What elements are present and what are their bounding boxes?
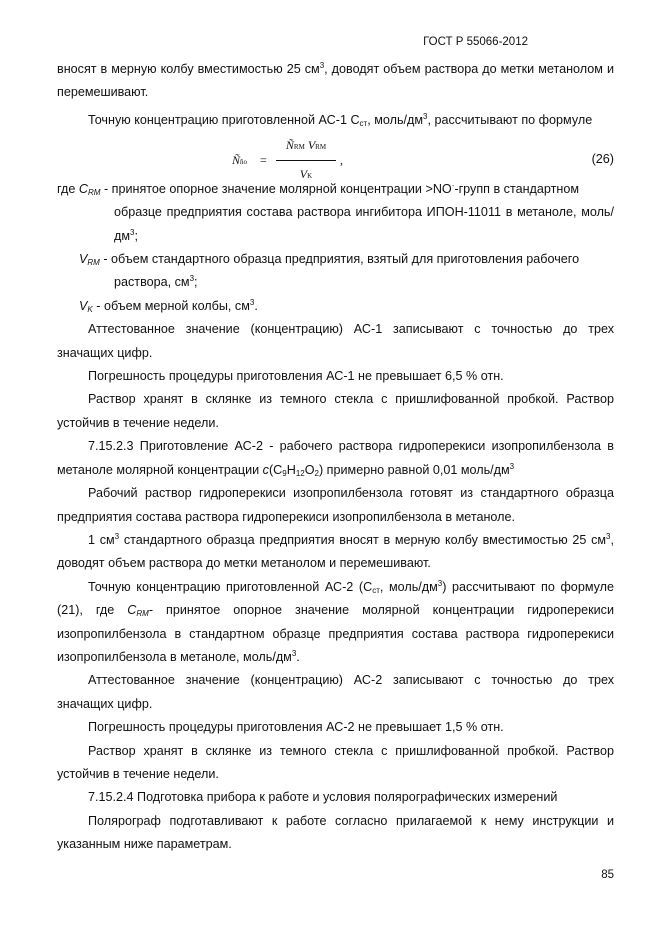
paragraph-9 bbox=[57, 576, 614, 670]
text: . bbox=[296, 649, 300, 664]
subscript: RM bbox=[136, 609, 149, 619]
superscript: 3 bbox=[606, 531, 611, 541]
symbol: V bbox=[299, 167, 308, 182]
text: , моль/дм bbox=[367, 112, 424, 127]
equals-sign: = bbox=[260, 152, 267, 167]
paragraph-10: Аттестованное значение (концентрацию) АС-2 записывают с точностью до трех значащих цифр. bbox=[57, 673, 614, 711]
paragraph-7: Рабочий раствор гидроперекиси изопропилбензола готовят из стандартного образца предприятия состава раствора гидроперекиси изопропилбензола в метаноле. bbox=[57, 486, 614, 524]
subscript: K bbox=[307, 172, 313, 181]
text: , рассчитывают по формуле bbox=[427, 112, 593, 127]
definition-vrm-continuation bbox=[57, 271, 614, 294]
paragraph-5: Раствор хранят в склянке из темного стекла с пришлифованной пробкой. Раствор устойчив в течение недели. bbox=[57, 392, 614, 430]
comma: , bbox=[340, 152, 343, 167]
text: O bbox=[304, 462, 315, 477]
text: стандартного образца предприятия вносят в мерную колбу вместимостью 25 см bbox=[119, 532, 607, 547]
subscript: ст bbox=[372, 585, 380, 595]
subscript: K bbox=[87, 304, 93, 314]
subscript: ст bbox=[359, 118, 368, 128]
paragraph-1 bbox=[57, 58, 614, 105]
text: ; bbox=[134, 228, 138, 243]
superscript: 3 bbox=[114, 531, 120, 541]
text: ; bbox=[194, 275, 198, 290]
symbol: Ñ bbox=[232, 152, 241, 167]
equation-number: (26) bbox=[591, 151, 614, 166]
text: H bbox=[286, 462, 296, 477]
paragraph-8 bbox=[57, 529, 614, 576]
superscript: 3 bbox=[189, 274, 195, 284]
superscript: 3 bbox=[319, 61, 325, 70]
text: (C bbox=[268, 462, 283, 477]
superscript: 3 bbox=[291, 648, 297, 658]
symbol: V bbox=[79, 298, 88, 313]
symbol: V bbox=[307, 137, 316, 152]
paragraph-6 bbox=[57, 435, 614, 482]
symbol: c bbox=[262, 462, 269, 477]
superscript: 3 bbox=[423, 111, 428, 121]
standard-header: ГОСТ Р 55066-2012 bbox=[423, 36, 528, 48]
fraction bbox=[276, 134, 336, 189]
superscript: 3 bbox=[437, 578, 443, 588]
definition-crm-continuation bbox=[57, 201, 614, 248]
superscript: 3 bbox=[249, 297, 255, 307]
symbol: C bbox=[78, 181, 88, 196]
formula-26 bbox=[57, 132, 614, 182]
text: , доводят объем раствора до метки метанолом и перемешивают. bbox=[57, 532, 614, 571]
subscript: RM bbox=[87, 258, 100, 268]
text: , моль/дм bbox=[379, 579, 438, 594]
page-number: 85 bbox=[601, 869, 614, 881]
subscript: RM bbox=[88, 187, 101, 197]
text: Точную концентрацию приготовленной АС-2 (С bbox=[88, 579, 373, 594]
text: - объем стандартного образца предприятия, взятый для приготовления рабочего bbox=[99, 252, 580, 267]
text: -групп в стандартном bbox=[454, 181, 580, 196]
symbol: C bbox=[127, 603, 137, 618]
text: , доводят объем раствора до метки метанолом и перемешивают. bbox=[57, 62, 614, 100]
text: вносят в мерную колбу вместимостью 25 см bbox=[57, 62, 320, 76]
page-body bbox=[57, 58, 614, 857]
text: образце предприятия состава раствора ингибитора ИПОН-11011 в метаноле, моль/дм bbox=[114, 205, 614, 243]
text: ) рассчитывают по формуле (21), где bbox=[57, 579, 614, 618]
section-heading-7-15-2-4: 7.15.2.4 Подготовка прибора к работе и условия полярографических измерений bbox=[88, 790, 558, 805]
text: Точную концентрацию приготовленной АС-1 С bbox=[88, 112, 360, 127]
numerator bbox=[276, 134, 336, 159]
formula-lhs bbox=[232, 149, 247, 174]
paragraph-14: Полярограф подготавливают к работе согласно прилагаемой к нему инструкции и указанным ниже параметрам. bbox=[57, 813, 614, 852]
superscript: · bbox=[451, 180, 455, 190]
text: ) примерно равной 0,01 моль/дм bbox=[318, 462, 510, 477]
denominator bbox=[276, 163, 336, 188]
text: 1 см bbox=[88, 532, 115, 547]
text: . bbox=[254, 298, 258, 313]
paragraph-11: Погрешность процедуры приготовления АС-2 не превышает 1,5 % отн. bbox=[88, 720, 504, 735]
text: - объем мерной колбы, см bbox=[92, 298, 250, 313]
symbol: Ñ bbox=[285, 137, 294, 152]
symbol: V bbox=[79, 252, 88, 267]
text: раствора, см bbox=[114, 275, 190, 290]
superscript: 3 bbox=[130, 227, 135, 237]
paragraph-12: Раствор хранят в склянке из темного стекла с пришлифованной пробкой. Раствор устойчив в течение недели. bbox=[57, 743, 614, 781]
text: - принятое опорное значение молярной концентрации гидроперекиси изопропилбензола в стандартном образце предприятия состава раствора гидроперекиси изопропилбензола в метаноле, моль/дм bbox=[57, 603, 614, 664]
text: - принятое опорное значение молярной концентрации >NO bbox=[100, 181, 452, 196]
subscript: RM bbox=[315, 142, 327, 151]
superscript: 3 bbox=[509, 461, 515, 471]
definition-vk bbox=[57, 295, 614, 318]
text: где bbox=[57, 181, 79, 196]
paragraph-2 bbox=[57, 113, 614, 128]
subscript: 12 bbox=[295, 468, 305, 478]
fraction-bar bbox=[276, 160, 336, 161]
paragraph-3: Аттестованное значение (концентрацию) АС-1 записывают с точностью до трех значащих цифр. bbox=[57, 322, 614, 360]
paragraph-4: Погрешность процедуры приготовления АС-1 не превышает 6,5 % отн. bbox=[88, 369, 504, 384]
subscript: 2 bbox=[314, 468, 319, 478]
definition-vrm bbox=[57, 248, 614, 271]
text: 7.15.2.3 Приготовление АС-2 - рабочего раствора гидроперекиси изопропилбензола в метаноле молярной концентрации bbox=[57, 439, 614, 477]
subscript: 9 bbox=[282, 468, 287, 478]
subscript: ño bbox=[240, 157, 248, 166]
subscript: RM bbox=[293, 142, 305, 151]
